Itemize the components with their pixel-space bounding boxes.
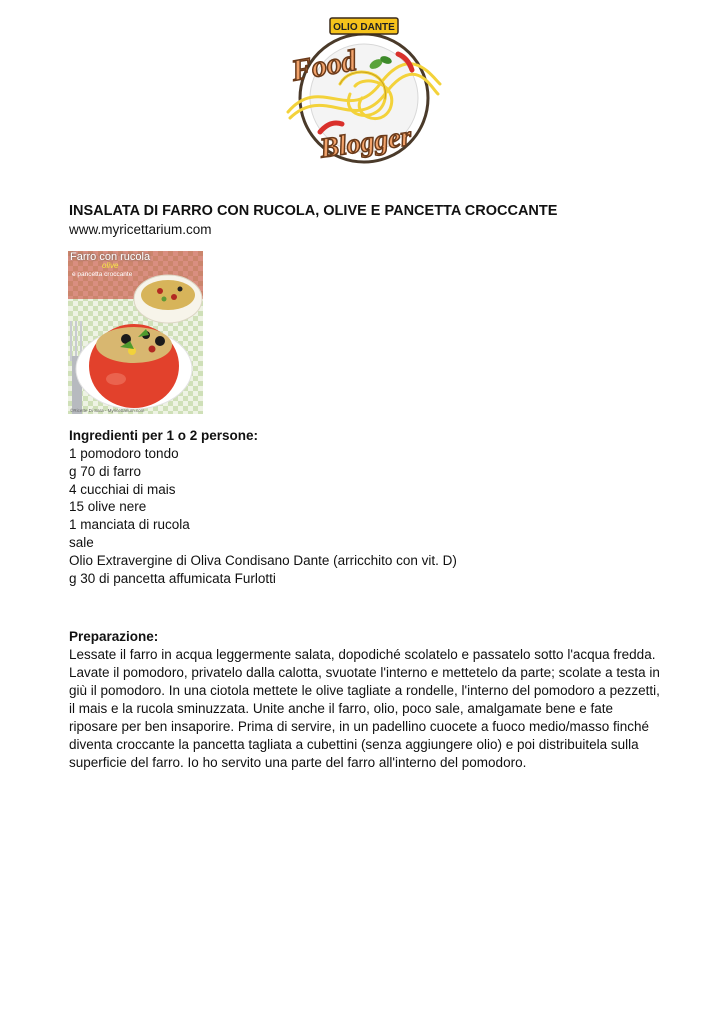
preparation-heading: Preparazione: (69, 629, 159, 644)
ingredient-item: 15 olive nere (69, 499, 147, 515)
svg-text:Food: Food (289, 43, 359, 88)
svg-text:OLIO DANTE: OLIO DANTE (333, 22, 395, 33)
recipe-photo (68, 251, 203, 414)
ingredient-item: 1 manciata di rucola (69, 517, 190, 533)
olio-dante-food-blogger-logo (280, 14, 448, 166)
ingredient-item: 1 pomodoro tondo (69, 446, 179, 461)
photo-caption-title: Farro con rucola (70, 251, 151, 263)
photo-credit: ©Ricette Di Sara - Myricettarium.com (70, 408, 145, 413)
ingredient-item: g 70 di farro (69, 463, 142, 479)
ingredients-list (69, 445, 457, 587)
preparation-text: Lessate il farro in acqua leggermente salata, dopodiché scolatelo e passatelo sotto l'acqua fredda. Lavate il pomodoro, privatelo dalla calotta, svuotate l'interno e mettetelo da parte; scolate a testa in giù il pomodoro. In una ciotola mettete le olive tagliate a rondelle, l'interno del pomodoro a pezzetti, il mais e la rucola sminuzzata. Unite anche il farro, olio, poco sale, amalgamate bene e fate riposare per ben insaporire. Prima di servire, in un padellino cuocete a fuoco medio/masso finché diventa croccante la pancetta tagliata a cubettini (senza aggiungere olio) e poi distribuitela sulla superficie del farro. Io ho servito una parte del farro all'interno del pomodoro. (69, 647, 660, 770)
ingredient-item: Olio Extravergine di Oliva Condisano Dante (arricchito con vit. D) (69, 552, 457, 568)
photo-caption-line2: olive (102, 261, 119, 270)
ingredient-item: g 30 di pancetta affumicata Furlotti (69, 570, 276, 586)
ingredient-item: 4 cucchiai di mais (69, 481, 176, 497)
ingredients-heading: Ingredienti per 1 o 2 persone: (69, 428, 259, 443)
svg-text:Blogger: Blogger (318, 120, 414, 165)
recipe-title: INSALATA DI FARRO CON RUCOLA, OLIVE E PANCETTA CROCCANTE (69, 203, 558, 219)
ingredient-item: sale (69, 534, 94, 550)
recipe-source-url: www.myricettarium.com (69, 222, 212, 237)
photo-caption-line3: e pancetta croccante (72, 271, 133, 278)
